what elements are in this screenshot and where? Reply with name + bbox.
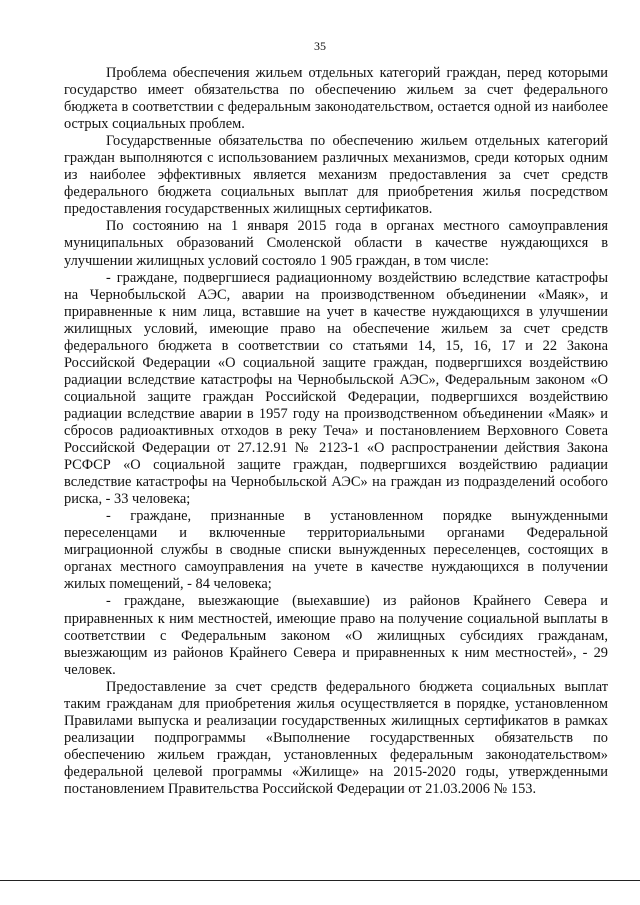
list-item-radiation: - граждане, подвергшиеся радиационному воздействию вследствие катастрофы на Чернобыльской АЭС, аварии на производственном объединении «Маяк», и приравненные к ним лица, вставшие на учет в качестве нуждающихся в улучшении жилищных условий, имеющие право на обеспечение жильем за счет средств федерального бюджета в соответствии со статьями 14, 15, 16, 17 и 22 Закона Российской Федерации «О социальной защите граждан, подвергшихся воздействию радиации вследствие катастрофы на Чернобыльской АЭС», Федеральным законом «О социальной защите граждан Российской Федерации, подвергшихся воздействию радиации вследствие аварии в 1957 году на производственном объединении «Маяк» и сбросов радиоактивных отходов в реку Теча» и постановлением Верховного Совета Российской Федерации от 27.12.91 № 2123-1 «О распространении действия Закона РСФСР «О социальной защите граждан, подвергшихся воздействию радиации вследствие катастрофы на Чернобыльской АЭС» на граждан из подразделений особого риска, - 33 человека;	[64, 269, 608, 508]
bottom-divider	[0, 880, 640, 881]
paragraph-closing: Предоставление за счет средств федерального бюджета социальных выплат таким гражданам для приобретения жилья осуществляется в порядке, установленном Правилами выпуска и реализации государственных жилищных сертификатов в рамках реализации подпрограммы «Выполнение государственных обязательств по обеспечению жильем граждан, установленных федеральным законодательством» федеральной целевой программы «Жилище» на 2015-2020 годы, утвержденными постановлением Правительства Российской Федерации от 21.03.2006 № 153.	[64, 678, 608, 797]
paragraph-obligations: Государственные обязательства по обеспечению жильем отдельных категорий граждан выполняются с использованием различных механизмов, среди которых одним из наиболее эффективных является механизм предоставления за счет средств федерального бюджета социальных выплат для приобретения жилья посредством предоставления государственных жилищных сертификатов.	[64, 133, 608, 218]
list-item-migrants: - граждане, признанные в установленном порядке вынужденными переселенцами и включенные территориальными органами Федеральной миграционной службы в сводные списки вынужденных переселенцев, состоящих в органах местного самоуправления на учете в качестве нуждающихся в получении жилых помещений, - 84 человека;	[64, 508, 608, 593]
list-item-north: - граждане, выезжающие (выехавшие) из районов Крайнего Севера и приравненных к ним местностей, имеющие право на получение социальной выплаты в соответствии с Федеральным законом «О жилищных субсидиях гражданам, выезжающим из районов Крайнего Севера и приравненных к ним местностей», - 29 человек.	[64, 593, 608, 678]
document-body	[64, 65, 608, 798]
paragraph-status: По состоянию на 1 января 2015 года в органах местного самоуправления муниципальных образований Смоленской области в качестве нуждающихся в улучшении жилищных условий состояло 1 905 граждан, в том числе:	[64, 218, 608, 269]
page-number: 35	[314, 39, 326, 53]
paragraph-problem: Проблема обеспечения жильем отдельных категорий граждан, перед которыми государство имеет обязательства по обеспечению жильем за счет федерального бюджета в соответствии с федеральным законодательством, остается одной из наиболее острых социальных проблем.	[64, 65, 608, 133]
